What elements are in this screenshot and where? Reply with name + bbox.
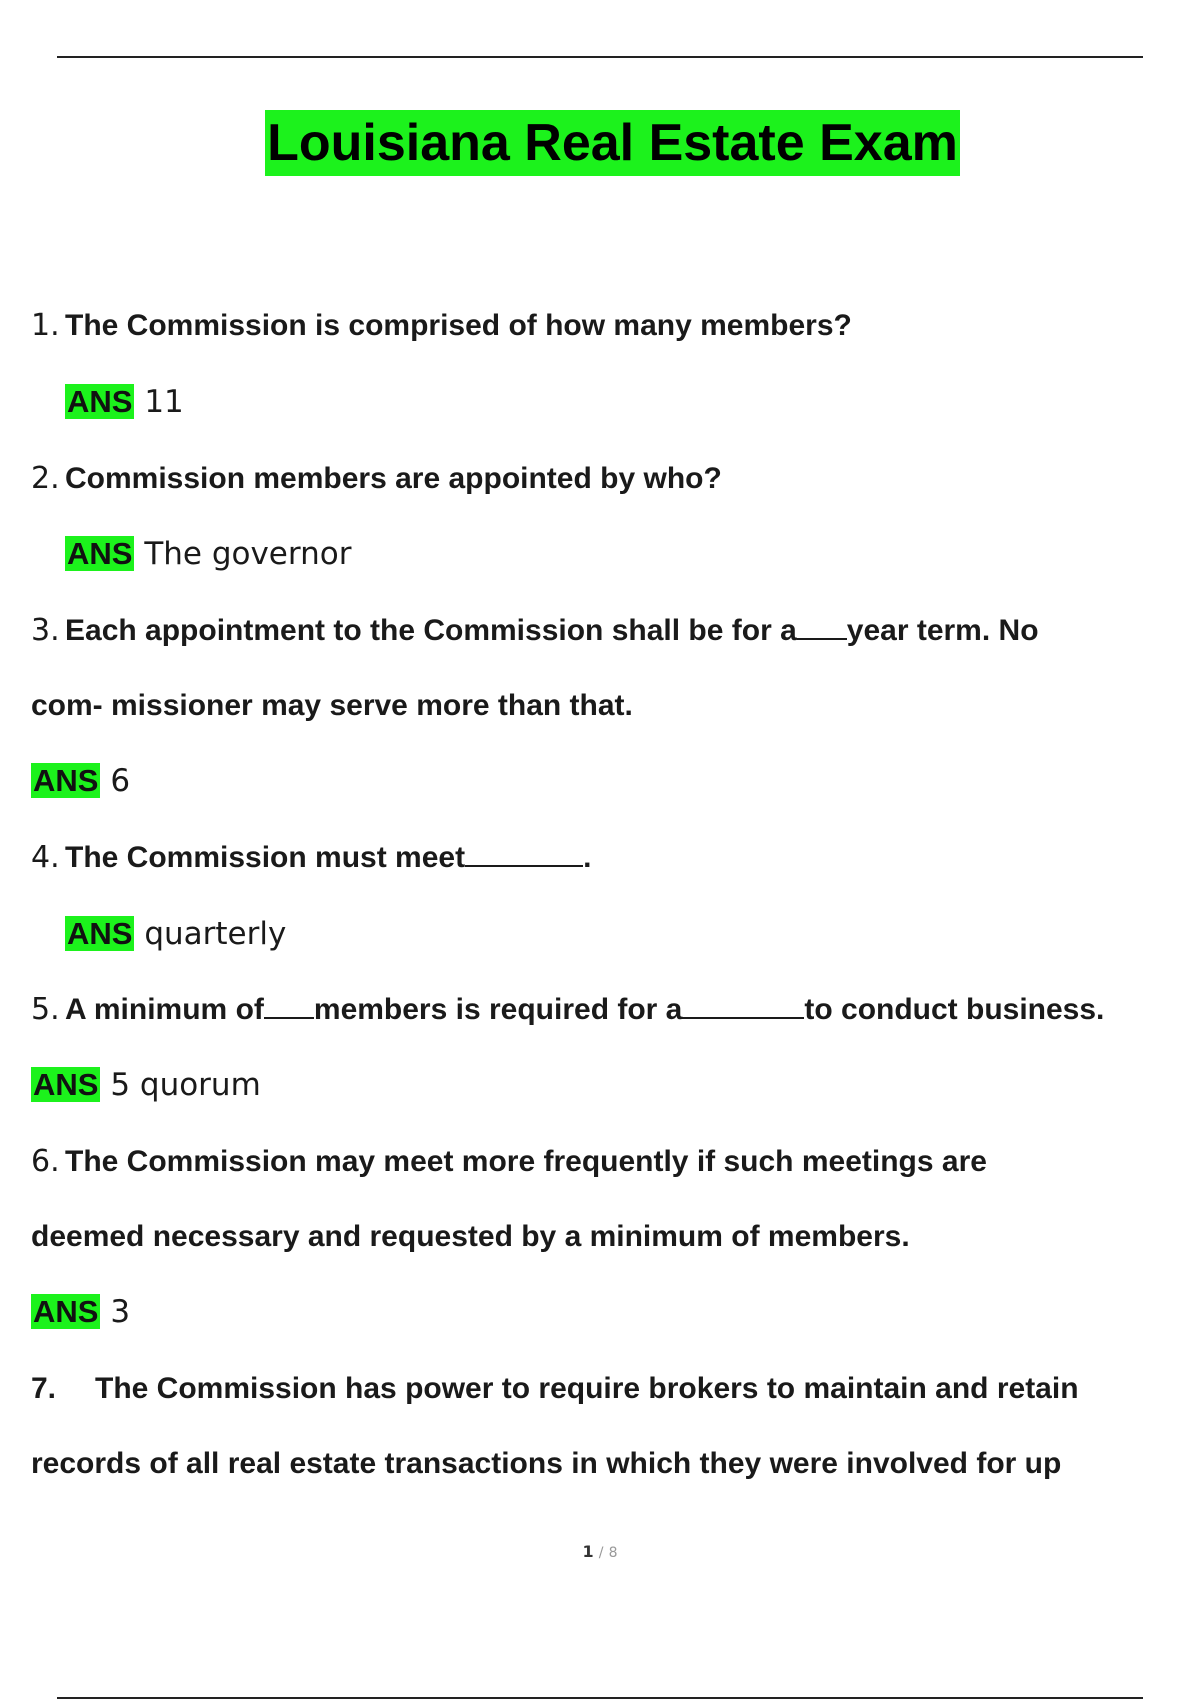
question-number: 7.	[31, 1372, 57, 1405]
question-text: year term. No	[846, 614, 1039, 647]
question-text: The Commission is comprised of how many members?	[65, 309, 852, 342]
question-text: .	[583, 841, 592, 874]
question-number: 2.	[31, 461, 60, 496]
question-6-continued	[31, 1217, 910, 1257]
question-text: Commission members are appointed by who?	[65, 462, 722, 495]
answer-value: 5 quorum	[110, 1067, 261, 1103]
question-7	[31, 1369, 1079, 1409]
question-4	[31, 838, 591, 878]
top-divider	[57, 56, 1143, 58]
answer-blank	[264, 995, 314, 1019]
question-text: A minimum of	[65, 993, 264, 1026]
total-pages: 8	[608, 1545, 618, 1561]
question-number: 3.	[31, 613, 60, 648]
answer-6	[31, 1292, 130, 1332]
question-2	[31, 459, 722, 499]
question-3-continued	[31, 686, 633, 726]
question-text: com- missioner may serve more than that.	[31, 689, 633, 722]
document-title: Louisiana Real Estate Exam	[265, 110, 960, 176]
question-7-continued	[31, 1444, 1061, 1484]
question-text: deemed necessary and requested by a minimum of members.	[31, 1220, 910, 1253]
answer-value: 3	[110, 1294, 131, 1330]
question-text: records of all real estate transactions in which they were involved for up	[31, 1447, 1062, 1480]
answer-value: quarterly	[144, 916, 287, 952]
answer-tag: ANS	[67, 384, 133, 419]
question-number: 6.	[31, 1144, 60, 1179]
question-text: members is required for a	[313, 993, 683, 1026]
answer-blank	[797, 616, 847, 640]
question-3	[31, 611, 1039, 651]
answer-1	[65, 382, 184, 422]
answer-value: 6	[110, 763, 131, 799]
answer-5	[31, 1065, 261, 1105]
question-text: to conduct business.	[804, 993, 1105, 1026]
question-text: The Commission may meet more frequently if such meetings are	[65, 1145, 987, 1178]
current-page: 1	[582, 1542, 594, 1561]
page-indicator	[0, 1542, 1200, 1561]
answer-3	[31, 761, 130, 801]
bottom-divider	[57, 1697, 1143, 1699]
answer-blank	[465, 843, 583, 867]
answer-4	[65, 914, 286, 954]
answer-tag: ANS	[33, 1294, 99, 1329]
question-text: The Commission must meet	[65, 841, 466, 874]
question-1	[31, 306, 852, 346]
question-text: Each appointment to the Commission shall be for a	[65, 614, 797, 647]
answer-value: 11	[144, 384, 184, 420]
question-text: The Commission has power to require brokers to maintain and retain	[95, 1372, 1079, 1405]
page-separator: /	[598, 1545, 604, 1561]
question-number: 5.	[31, 992, 60, 1027]
question-5	[31, 990, 1104, 1030]
answer-blank	[682, 995, 804, 1019]
answer-tag: ANS	[67, 916, 133, 951]
answer-tag: ANS	[33, 763, 99, 798]
question-number: 4.	[31, 840, 60, 875]
answer-2	[65, 534, 351, 574]
answer-tag: ANS	[67, 536, 133, 571]
question-6	[31, 1142, 987, 1182]
question-number: 1.	[31, 308, 60, 343]
title-container	[0, 110, 1200, 176]
answer-tag: ANS	[33, 1067, 99, 1102]
answer-value: The governor	[144, 536, 352, 572]
